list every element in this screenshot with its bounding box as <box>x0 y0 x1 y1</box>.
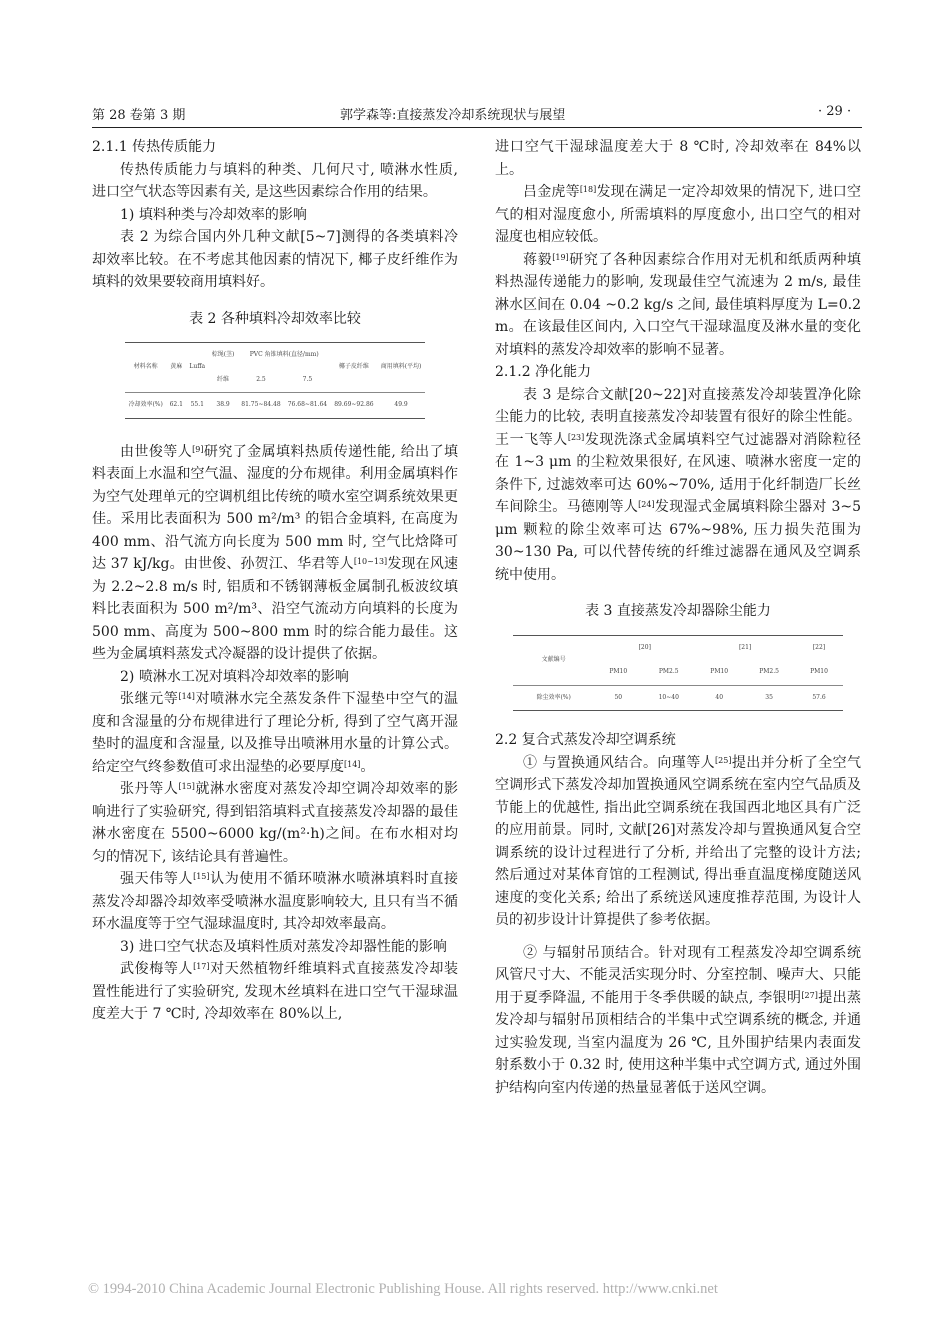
table-cell: [20] <box>638 643 651 651</box>
table-cell: 棕绳(茎) <box>211 351 235 358</box>
paragraph: 传热传质能力与填料的种类、几何尺寸, 喷淋水性质, 进口空气状态等因素有关, 是这些因素综合作用的结果。 <box>92 161 458 200</box>
subheading: 1) 填料种类与冷却效率的影响 <box>120 206 307 223</box>
table-cell: 89.69~92.86 <box>334 401 374 408</box>
table-cell: 10~40 <box>658 693 679 701</box>
citation: [25] <box>715 755 732 765</box>
table-3-caption: 表 3 直接蒸发冷却器除尘能力 <box>585 603 771 619</box>
table-cell: [21] <box>738 643 752 651</box>
citation: [9] <box>192 444 204 454</box>
paragraph: 蒋毅[19]研究了各种因素综合作用对无机和纸质两种填料热湿传递能力的影响, 发现最佳空气流速为 2 m/s, 最佳淋水区间在 0.04 ~0.2 kg/s 之间, 最佳填料厚度为 L=0.2 m。在该最佳区间内, 入口空气干湿球温度及淋水量的变化对填料的蒸发冷却效率的影响不显著。 <box>495 251 861 358</box>
table-cell: 文献编号 <box>541 655 566 663</box>
page-number: · 29 · <box>818 104 852 119</box>
section-heading-2-2: 2.2 复合式蒸发冷却空调系统 <box>495 732 676 748</box>
subheading: 2) 喷淋水工况对填料冷却效率的影响 <box>120 668 349 685</box>
table-cell: 81.75~84.48 <box>241 401 281 408</box>
table-cell: PM10 <box>609 668 628 675</box>
table-cell: 椰子皮纤维 <box>338 363 369 371</box>
table-cell: 50 <box>614 693 623 701</box>
table-cell: PM2.5 <box>658 668 679 675</box>
paragraph: 吕金虎等[18]发现在满足一定冷却效果的情况下, 进口空气的相对湿度愈小, 所需填料的厚度愈小, 出口空气的相对湿度也相应较低。 <box>495 184 861 245</box>
table-cell: PM10 <box>810 668 828 675</box>
table-cell: PVC 角锥填料(直径/mm) <box>249 351 319 358</box>
table-2 <box>125 342 425 419</box>
section-heading-2-1-2: 2.1.2 净化能力 <box>495 364 592 380</box>
citation: [10~13] <box>353 557 388 566</box>
right-column <box>495 136 861 1099</box>
header-rule <box>92 127 862 128</box>
table-cell: 38.9 <box>216 401 230 408</box>
citation: [15] <box>178 782 195 791</box>
table-cell: [22] <box>812 643 826 651</box>
paragraph: 张继元等[14]对喷淋水完全蒸发条件下湿垫中空气的温度和含湿量的分布规律进行了理论分析, 得到了空气离开湿垫时的温度和含湿量, 以及推导出喷淋用水量的计算公式。给定空气终参数值可求出湿垫的必要厚度[14]。 <box>92 691 458 775</box>
table-cell: 49.9 <box>394 401 408 408</box>
paragraph: 进口空气干湿球温度差大于 8 ℃时, 冷却效率在 84%以上。 <box>495 139 861 178</box>
table-3 <box>513 635 843 712</box>
table-cell: 冷却效率(%) <box>128 401 163 408</box>
section-heading-2-1-1: 2.1.1 传热传质能力 <box>92 139 217 155</box>
table-cell: 除尘效率(%) <box>536 693 571 701</box>
running-header-issue: 第 28 卷第 3 期 <box>92 108 186 123</box>
table-cell: Luffa <box>189 363 206 371</box>
paragraph: 张丹等人[15]就淋水密度对蒸发冷却空调冷却效率的影响进行了实验研究, 得到铝箔填料式直接蒸发冷却器的最佳淋水密度在 5500~6000 kg/(m²·h)之间。在布水相对均匀的情况下, 该结论具有普遍性。 <box>92 781 458 865</box>
citation: [15] <box>193 872 210 881</box>
paragraph: 强天伟等人[15]认为使用不循环喷淋水喷淋填料时直接蒸发冷却器冷却效率受喷淋水温度影响较大, 且只有当不循环水温度等于空气湿球温度时, 其冷却效率最高。 <box>92 871 459 932</box>
citation: [24] <box>638 500 655 509</box>
running-header-title: 郭学森等:直接蒸发冷却系统现状与展望 <box>340 108 566 123</box>
citation: [19] <box>552 252 569 262</box>
paragraph: 武俊梅等人[17]对天然植物纤维填料式直接蒸发冷却装置性能进行了实验研究, 发现木丝填料在进口空气干湿球温度差大于 7 ℃时, 冷却效率在 80%以上, <box>92 961 459 1022</box>
table-cell: PM2.5 <box>759 668 779 675</box>
table-cell: 57.6 <box>812 693 826 701</box>
copyright-footer: © 1994-2010 China Academic Journal Electronic Publishing House. All rights reserved. http://www.cnki.net <box>88 1281 718 1297</box>
citation: [23] <box>567 432 585 442</box>
table-cell: 35 <box>765 693 773 701</box>
citation: [17] <box>193 962 210 971</box>
left-column <box>92 136 458 1026</box>
paragraph: ② 与辐射吊顶结合。针对现有工程蒸发冷却空调系统风管尺寸大、不能灵活实现分时、分室控制、噪声大、只能用于夏季降温, 不能用于冬季供暖的缺点, 李银明[27]提出蒸发冷却与辐射吊顶相结合的半集中式空调系统的概念, 并通过实验发现, 当室内温度为 26 ℃, 且外围护结果内表面发射系数小于 0.32 时, 使用这种半集中式空调方式, 通过外围护结构向室内传递的热量显著低于送风空调。 <box>495 944 861 1096</box>
table-cell: PM10 <box>710 668 729 675</box>
table-2-caption: 表 2 各种填料冷却效率比较 <box>189 310 361 327</box>
table-cell: 7.5 <box>302 375 313 383</box>
table-cell: 62.1 <box>169 401 183 408</box>
table-cell: 材料名称 <box>133 363 158 371</box>
table-cell: 55.1 <box>190 401 204 408</box>
citation: [18] <box>579 185 597 194</box>
paragraph: 表 3 是综合文献[20~22]对直接蒸发冷却装置净化除尘能力的比较, 表明直接蒸发冷却装置有很好的除尘性能。王一飞等人[23]发现洗涤式金属填料空气过滤器对消除粒径在 1~3 μm 的尘粒效果很好, 在风速、喷淋水密度一定的条件下, 过滤效率可达 60%~70%, 适用于化纤制造厂长丝车间除尘。马德刚等人[24]发现湿式金属填料除尘器对 3~5 μm 颗粒的除尘效率可达 67%~98%, 压力损失范围为 30~130 Pa, 可以代替传统的纤维过滤器在通风及空调系统中使用。 <box>495 386 862 583</box>
paragraph: ① 与置换通风结合。向瑾等人[25]提出并分析了全空气空调形式下蒸发冷却加置换通风空调系统在室内空气品质及节能上的优越性, 指出此空调系统在我国西北地区具有广泛的应用前景。同时, 文献[26]对蒸发冷却与置换通风复合空调系统的设计过程进行了分析, 并给出了完整的设计方法; 然后通过对某体育馆的工程测试, 得出垂直温度梯度随送风速度的变化关系; 给出了系统送风速度推荐范围, 为设计人员的初步设计计算提供了参考依据。 <box>495 754 862 928</box>
citation: [14] <box>344 759 361 769</box>
table-cell: 40 <box>715 693 724 701</box>
paragraph: 由世俊等人[9]研究了金属填料热质传递性能, 给出了填料表面上水温和空气温、湿度的分布规律。利用金属填料作为空气处理单元的空调机组比传统的喷水室空调系统效果更佳。采用比表面积为 500 m²/m³ 的铝合金填料, 在高度为 400 mm、沿气流方向长度为 500 mm 时, 空气比焓降可达 37 kJ/kg。由世俊、孙贺江、华君等人[10~13]发现在风速为 2.2~2.8 m/s 时, 铝质和不锈钢薄板金属制孔板波纹填料比表面积为 500 m²/m³、沿空气流动方向填料的长度为 500 mm、高度为 500~800 mm 时的综合能力最佳。这些为金属填料蒸发式冷凝器的设计提供了依据。 <box>92 443 458 662</box>
table-cell: 黄麻 <box>170 363 183 371</box>
citation: [14] <box>178 692 195 701</box>
table-cell: 纤维 <box>217 375 230 383</box>
subheading: 3) 进口空气状态及填料性质对蒸发冷却器性能的影响 <box>120 938 447 955</box>
paragraph: 表 2 为综合国内外几种文献[5~7]测得的各类填料冷却效率比较。在不考虑其他因素的情况下, 椰子皮纤维作为填料的效果要较商用填料好。 <box>92 229 458 290</box>
table-cell: 76.68~81.64 <box>287 401 328 408</box>
table-cell: 2.5 <box>256 375 266 383</box>
table-cell: 商用填料(平均) <box>380 363 422 371</box>
citation: [27] <box>801 990 818 1000</box>
